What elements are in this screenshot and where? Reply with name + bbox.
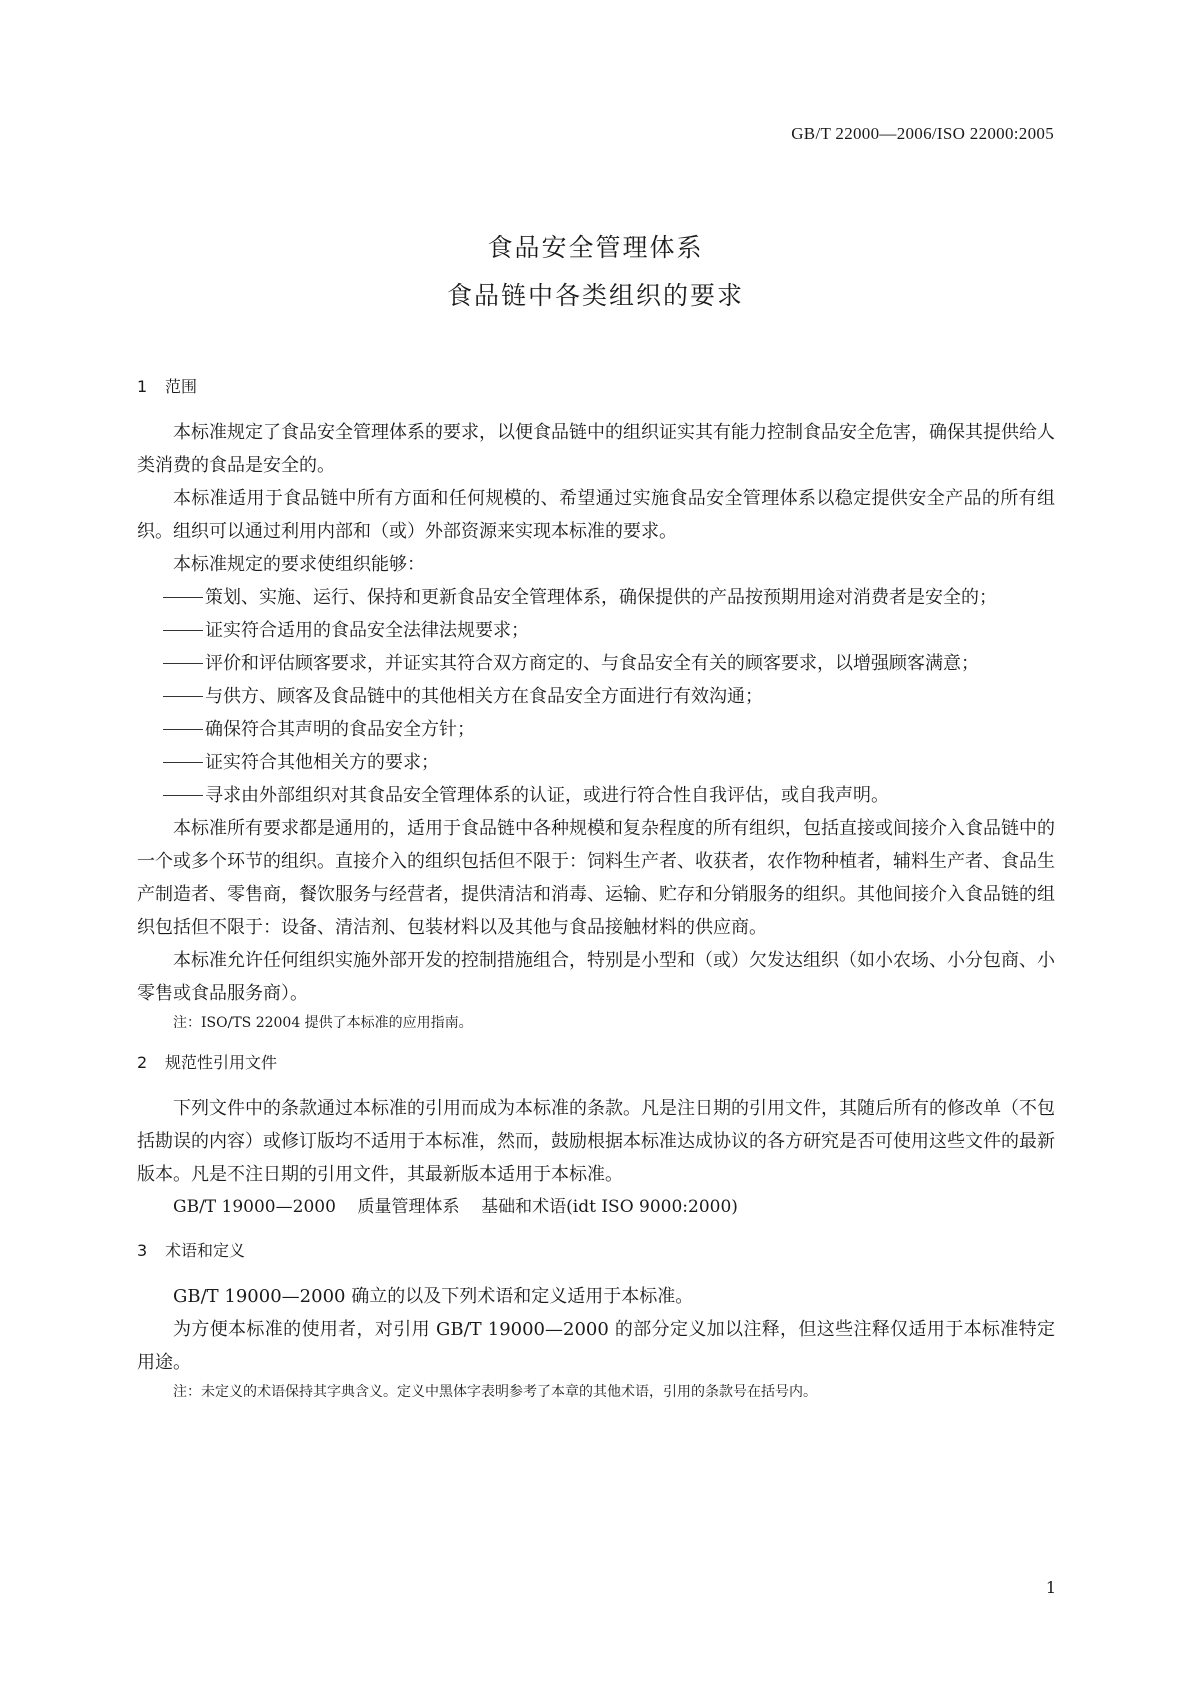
normative-reference <box>137 1191 1055 1224</box>
section-number: 2 <box>137 1053 148 1072</box>
section-heading-3 <box>137 1236 1055 1266</box>
list-item: 寻求由外部组织对其食品安全管理体系的认证，或进行符合性自我评估，或自我声明。 <box>137 779 1055 812</box>
dash-marker <box>163 729 203 730</box>
dash-marker <box>163 597 203 598</box>
reference-code: GB/T 19000—2000 <box>173 1197 336 1217</box>
paragraph: 本标准规定的要求使组织能够： <box>173 554 425 575</box>
list-item: 证实符合适用的食品安全法律法规要求； <box>137 614 1055 647</box>
section-number: 1 <box>137 377 148 396</box>
document-body <box>137 372 1055 1405</box>
section-heading-2 <box>137 1048 1055 1078</box>
list-item: 评价和评估顾客要求，并证实其符合双方商定的、与食品安全有关的顾客要求，以增强顾客满意； <box>137 647 1055 680</box>
list-item: 与供方、顾客及食品链中的其他相关方在食品安全方面进行有效沟通； <box>137 680 1055 713</box>
document-title-line2: 食品链中各类组织的要求 <box>446 281 744 310</box>
paragraph: 下列文件中的条款通过本标准的引用而成为本标准的条款。凡是注日期的引用文件，其随后所有的修改单（不包括勘误的内容）或修订版均不适用于本标准，然而，鼓励根据本标准达成协议的各方研究是否可使用这些文件的最新版本。凡是不注日期的引用文件，其最新版本适用于本标准。 <box>137 1098 1055 1185</box>
standard-code-header: GB/T 22000—2006/ISO 22000:2005 <box>791 124 1054 143</box>
paragraph: GB/T 19000—2000 确立的以及下列术语和定义适用于本标准。 <box>173 1286 694 1307</box>
page-number: 1 <box>1045 1578 1056 1597</box>
section-title: 术语和定义 <box>165 1241 246 1260</box>
reference-title: 质量管理体系 <box>357 1197 460 1217</box>
dash-marker <box>163 696 203 697</box>
dash-marker <box>163 795 203 796</box>
list-item: 确保符合其声明的食品安全方针； <box>137 713 1055 746</box>
reference-subtitle: 基础和术语(idt ISO 9000:2000) <box>481 1197 738 1217</box>
list-item: 策划、实施、运行、保持和更新食品安全管理体系，确保提供的产品按预期用途对消费者是安全的； <box>137 581 1055 614</box>
paragraph: 本标准所有要求都是通用的，适用于食品链中各种规模和复杂程度的所有组织，包括直接或间接介入食品链中的一个或多个环节的组织。直接介入的组织包括但不限于：饲料生产者、收获者，农作物种植者，辅料生产者、食品生产制造者、零售商，餐饮服务与经营者，提供清洁和消毒、运输、贮存和分销服务的组织。其他间接介入食品链的组织包括但不限于：设备、清洁剂、包装材料以及其他与食品接触材料的供应商。 <box>137 818 1055 938</box>
dash-marker <box>163 630 203 631</box>
note: 注：未定义的术语保持其字典含义。定义中黑体字表明参考了本章的其他术语，引用的条款号在括号内。 <box>173 1384 817 1400</box>
section-title: 规范性引用文件 <box>165 1053 278 1072</box>
list-item: 证实符合其他相关方的要求； <box>137 746 1055 779</box>
dash-marker <box>163 762 203 763</box>
note: 注：ISO/TS 22004 提供了本标准的应用指南。 <box>173 1015 473 1031</box>
dash-marker <box>163 663 203 664</box>
paragraph: 为方便本标准的使用者，对引用 GB/T 19000—2000 的部分定义加以注释，但这些注释仅适用于本标准特定用途。 <box>137 1319 1055 1373</box>
section-number: 3 <box>137 1241 148 1260</box>
paragraph: 本标准规定了食品安全管理体系的要求，以便食品链中的组织证实其有能力控制食品安全危害，确保其提供给人类消费的食品是安全的。 <box>137 422 1055 476</box>
paragraph: 本标准允许任何组织实施外部开发的控制措施组合，特别是小型和（或）欠发达组织（如小农场、小分包商、小零售或食品服务商）。 <box>137 950 1055 1004</box>
paragraph: 本标准适用于食品链中所有方面和任何规模的、希望通过实施食品安全管理体系以稳定提供安全产品的所有组织。组织可以通过利用内部和（或）外部资源来实现本标准的要求。 <box>137 488 1055 542</box>
section-title: 范围 <box>165 377 198 396</box>
document-title-line1: 食品安全管理体系 <box>487 233 704 262</box>
section-heading-1 <box>137 372 1055 402</box>
